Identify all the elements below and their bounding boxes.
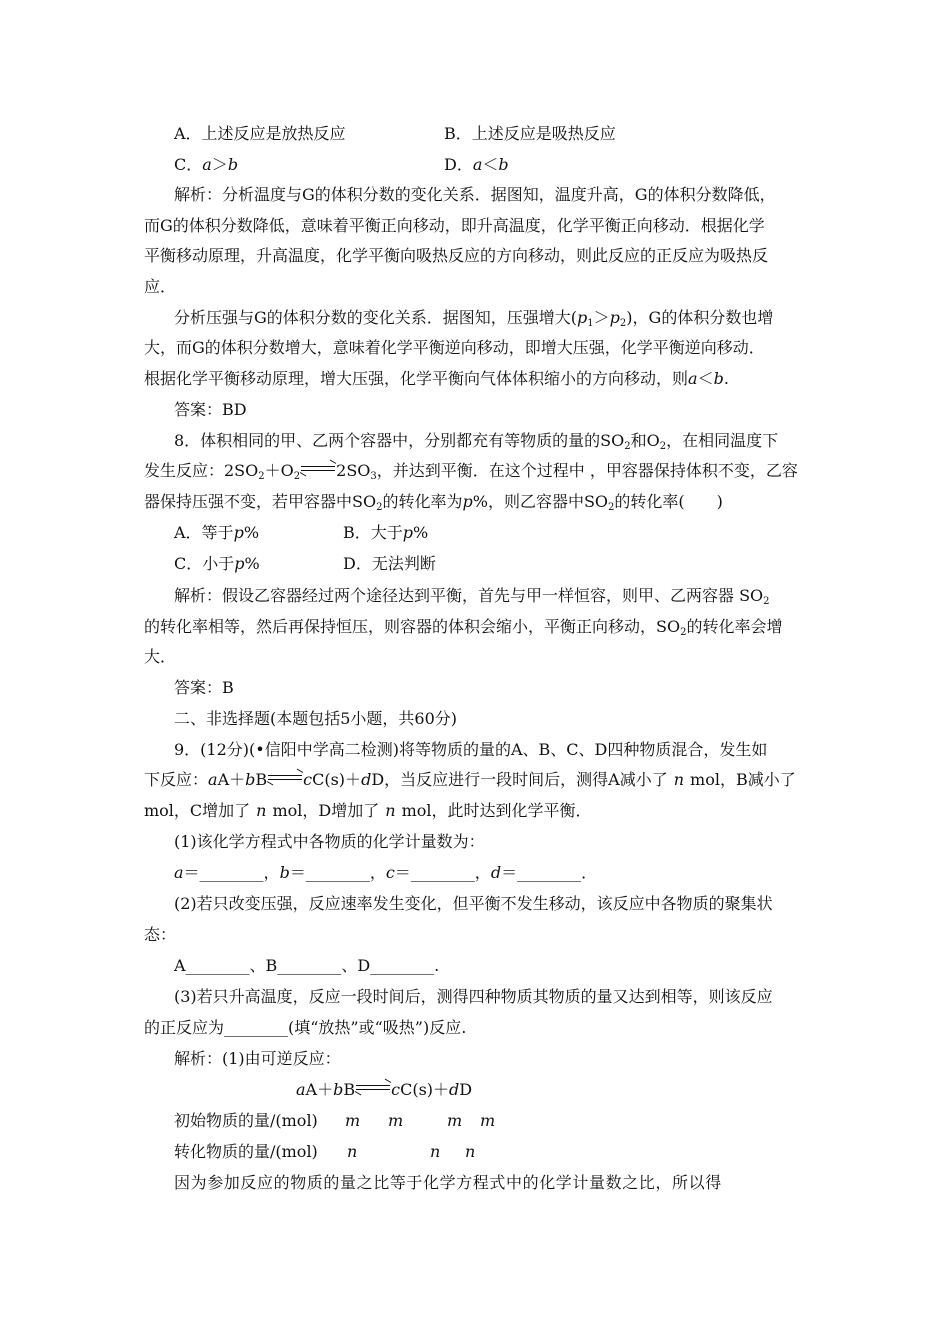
q9-part3-line: 的正反应为________(填“放热”或“吸热”)反应. xyxy=(144,1018,467,1037)
q7-explanation-line: 而G的体积分数降低，意味着平衡正向移动，即升高温度，化学平衡正向移动．根据化学 xyxy=(144,216,765,235)
q9-part2-line: (2)若只改变压强，反应速率发生变化，但平衡不发生移动，该反应中各物质的聚集状 xyxy=(174,894,773,913)
q7-option-c: C．a＞b xyxy=(174,155,239,174)
q8-option-d: D．无法判断 xyxy=(343,554,436,573)
q8-explanation-line: 大． xyxy=(144,647,177,666)
section-heading: 二、非选择题(本题包括5小题，共60分) xyxy=(174,709,458,728)
q9-initial-value: m xyxy=(447,1111,463,1130)
q7-explanation-line: 解析：分析温度与G的体积分数的变化关系．据图知，温度升高，G的体积分数降低， xyxy=(174,185,776,204)
q8-stem-line: 发生反应：$2SO_2+O_2$ $2SO_3$，并达到平衡．在这个过程中 ，甲容器保持体积不变，乙容 xyxy=(144,461,798,482)
q7-option-b: B．上述反应是吸热反应 xyxy=(444,124,616,143)
q9-part2-line: 态： xyxy=(144,925,177,944)
q9-initial-value: m xyxy=(345,1111,361,1130)
q9-part1-blanks: a＝________，b＝________，c＝________，d＝________． xyxy=(174,863,598,882)
q8-option-a: A．等于p% xyxy=(174,523,260,542)
q9-stem-line: 9．(12分)(•信阳中学高二检测)将等物质的量的A、B、C、D四种物质混合，发生如 xyxy=(174,740,768,759)
q9-change-value: n xyxy=(465,1142,476,1161)
q8-option-c: C．小于p% xyxy=(174,554,260,573)
q9-explanation-line: 因为参加反应的物质的量之比等于化学方程式中的化学计量数之比，所以得 xyxy=(174,1173,722,1192)
q8-explanation-line: 解析：假设乙容器经过两个途径达到平衡，首先与甲一样恒容，则甲、乙两容器 $SO_2$ xyxy=(174,586,770,607)
q7-answer: 答案：BD xyxy=(174,400,247,419)
q9-initial-row-label: 初始物质的量/(mol) xyxy=(174,1111,318,1130)
q9-stem-line: 下反应：aA＋bB cC(s)＋dD，当反应进行一段时间后，测得A减小了 n mol，B减小了 xyxy=(144,770,796,789)
q9-initial-value: m xyxy=(388,1111,404,1130)
q9-change-value: n xyxy=(430,1142,441,1161)
q8-option-b: B．大于p% xyxy=(343,523,429,542)
q9-change-value: n xyxy=(347,1142,358,1161)
equilibrium-arrow-icon xyxy=(268,773,302,783)
q9-explanation-head: 解析：(1)由可逆反应： xyxy=(174,1049,341,1068)
q7-option-d: D．a＜b xyxy=(444,155,509,174)
equilibrium-arrow-icon xyxy=(356,1083,390,1093)
q9-part3-line: (3)若只升高温度，反应一段时间后，测得四种物质其物质的量又达到相等，则该反应 xyxy=(174,987,773,1006)
q9-equation: aA＋bB cC(s)＋dD xyxy=(296,1080,473,1099)
q7-explanation-line: 应． xyxy=(144,277,177,296)
q7-explanation2-line: 根据化学平衡移动原理，增大压强，化学平衡向气体体积缩小的方向移动，则a＜b. xyxy=(144,369,729,388)
q7-explanation2-line: 大，而G的体积分数增大，意味着化学平衡逆向移动，即增大压强，化学平衡逆向移动． xyxy=(144,338,765,357)
q7-option-a: A．上述反应是放热反应 xyxy=(174,124,346,143)
q9-change-row-label: 转化物质的量/(mol) xyxy=(174,1142,318,1161)
q8-explanation-line: 的转化率相等，然后再保持恒压，则容器的体积会缩小，平衡正向移动，$SO_2$的转化率会增 xyxy=(144,617,783,638)
q9-stem-line: mol，C增加了 n mol，D增加了 n mol，此时达到化学平衡． xyxy=(144,801,592,820)
q9-part2-blanks: A________、B________、D________. xyxy=(174,956,440,975)
q7-explanation-line: 平衡移动原理，升高温度，化学平衡向吸热反应的方向移动，则此反应的正反应为吸热反 xyxy=(144,246,769,265)
q9-initial-value: m xyxy=(480,1111,496,1130)
equilibrium-arrow-icon xyxy=(301,464,335,474)
q8-answer: 答案：B xyxy=(174,678,234,697)
q8-stem-line: 器保持压强不变，若甲容器中$SO_2$的转化率为p%，则乙容器中$SO_2$的转化率( ) xyxy=(144,492,723,513)
q8-stem-line: 8．体积相同的甲、乙两个容器中，分别都充有等物质的量的$SO_2$和$O_2$，在相同温度下 xyxy=(174,431,779,452)
q7-explanation2-line: 分析压强与G的体积分数的变化关系．据图知，压强增大$(p_1>p_2)$，G的体积分数也增 xyxy=(174,308,774,329)
q9-part1-prompt: (1)该化学方程式中各物质的化学计量数为： xyxy=(174,832,485,851)
